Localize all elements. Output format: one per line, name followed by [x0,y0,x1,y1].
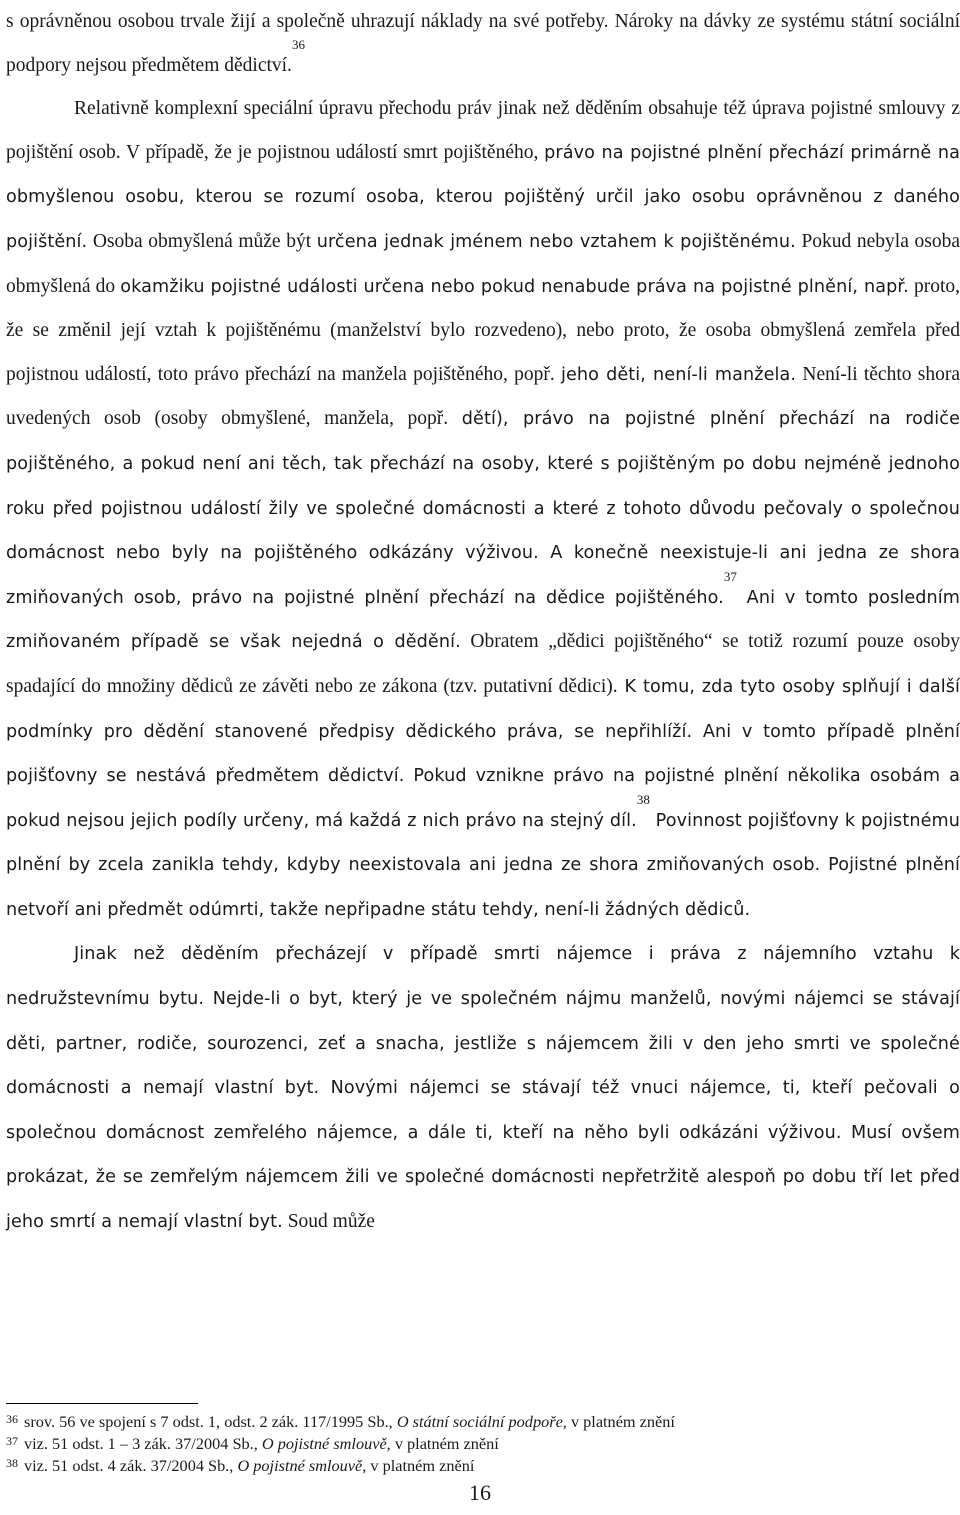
text-segment: Osoba obmyšlená může být [87,230,317,252]
text-segment: jeho děti, není-li manžela. [560,364,797,385]
footnote-38 [6,1455,956,1477]
footnote-reference[interactable]: 37 [723,568,737,584]
paragraph [6,87,960,932]
footnote-text: viz. 51 odst. 4 zák. 37/2004 Sb., [24,1456,238,1476]
text-segment: Povinnost pojišťovny k pojistnému plnění by zcela zanikla tehdy, kdyby neexistovala ani jedna ze shora zmiňovaných osob. [6,810,960,876]
paragraph [6,0,960,87]
text-segment: s oprávněnou osobou trvale žijí a společně uhrazují náklady na své potřeby. Nároky na dávky ze systému státní sociální podpory nejsou předmětem dědictví. [6,11,960,76]
footnote-number: 38 [6,1456,18,1471]
text-segment: Nejde-li o byt, který je ve společném nájmu manželů, novými nájemci se stávají děti, partner, rodiče, sourozenci, zeť a snacha, jestliže s nájemcem žili v den jeho smrti ve společné domácnosti a nemají vlastní byt. [6,989,960,1099]
footnote-text: , v platném znění [362,1456,475,1476]
footnote-law-title: O státní sociální podpoře [396,1412,563,1431]
text-segment: Pokud vznikne právo na pojistné plnění několika osobám a pokud nejsou jejich podíly určeny, má každá z nich právo na stejný díl. [6,766,960,831]
body-text [6,0,960,1245]
footnote-text: , v platném znění [562,1412,675,1431]
text-segment: právo na pojistné plnění přechází primárně na obmyšlenou osobu, kterou se rozumí osoba, kterou pojištěný určil jako osobu oprávněnou z daného pojištění. [6,142,960,252]
footnote-reference[interactable]: 36 [291,36,305,52]
text-segment: okamžiku pojistné události určena nebo pokud nenabude práva na pojistné plnění, např. [120,276,909,297]
footnote-text: viz. 51 odst. 1 – 3 zák. 37/2004 Sb., [24,1434,262,1454]
text-segment: Ani v tomto případě plnění pojišťovny se nestává předmětem dědictví. [6,721,960,787]
footnote-36 [6,1411,956,1433]
document-page [6,0,960,1245]
paragraph [6,932,960,1244]
footnote-reference[interactable]: 38 [636,791,650,807]
text-segment: Novými nájemci se stávají též vnuci nájemce, ti, kteří pečovali o společnou domácnost zemřelého nájemce, a dále ti, kteří na něho byli odkázáni výživou. [6,1078,960,1143]
text-segment: dětí), právo na pojistné plnění přechází na rodiče pojištěného, a pokud není ani těch, tak přechází na osoby, které s pojištěným po dobu nejméně jednoho roku před pojistnou událostí žily ve společné domácnosti a které z tohoto důvodu pečovaly o společnou domácnost nebo byly na pojištěného odkázány výživou. [6,409,960,564]
footnote-law-title: O pojistné smlouvě, [261,1434,391,1454]
text-segment: Není-li těchto shora uvedených osob (osoby obmyšlené, manžela, popř. [6,363,960,430]
text-segment: určena jednak jménem nebo vztahem k pojištěnému. [316,231,796,252]
footnote-text: v platném znění [390,1434,499,1454]
text-segment: Jinak než děděním přecházejí v případě smrti nájemce i práva z nájemního vztahu k nedružstevnímu bytu. [6,944,960,1010]
footnote-text: srov. 56 ve spojení s 7 odst. 1, odst. 2 zák. 117/1995 Sb., [24,1412,397,1431]
text-segment: Ani v tomto posledním zmiňovaném případě se však nejedná o dědění. [6,587,960,653]
text-segment: K tomu, zda tyto osoby splňují i další podmínky pro dědění stanovené předpisy dědického práva, se nepřihlíží. [6,676,960,742]
page-number: 16 [469,1480,491,1505]
footnote-separator [6,1403,198,1404]
text-segment: Obratem „dědici pojištěného“ se totiž rozumí pouze osoby spadající do množiny dědiců ze závěti nebo ze zákona (tzv. putativní dědici). [6,631,960,697]
text-segment: Pokud nebyla osoba obmyšlená do [6,230,960,297]
text-segment: Pojistné plnění netvoří ani předmět odúmrti, takže nepřipadne státu tehdy, není-li žádných dědiců. [6,855,960,920]
footnote-37 [6,1433,956,1455]
text-segment: Soud může [282,1211,375,1233]
footnotes [6,1411,956,1478]
text-segment: proto, že se změnil její vztah k pojištěnému (manželství bylo rozvedeno), nebo proto, že osoba obmyšlená zemřela před pojistnou událostí, toto právo přechází na manžela pojištěného, popř. [6,275,960,385]
text-segment: V případě, že je pojistnou událostí smrt pojištěného, [126,141,545,163]
text-segment: A konečně neexistuje-li ani jedna ze shora zmiňovaných osob, právo na pojistné plnění přechází na dědice pojištěného. [6,543,960,608]
footnote-law-title: O pojistné smlouvě [237,1456,363,1476]
text-segment: Musí ovšem prokázat, že se zemřelým nájemcem žili ve společné domácnosti nepřetržitě alespoň po dobu tří let před jeho smrtí a nemají vlastní byt. [6,1122,960,1233]
footnote-number: 36 [6,1412,18,1426]
text-segment: Relativně komplexní speciální úpravu přechodu práv jinak než děděním obsahuje též úprava pojistné smlouvy z pojištění osob. [6,98,960,163]
footnote-number: 37 [6,1434,18,1449]
